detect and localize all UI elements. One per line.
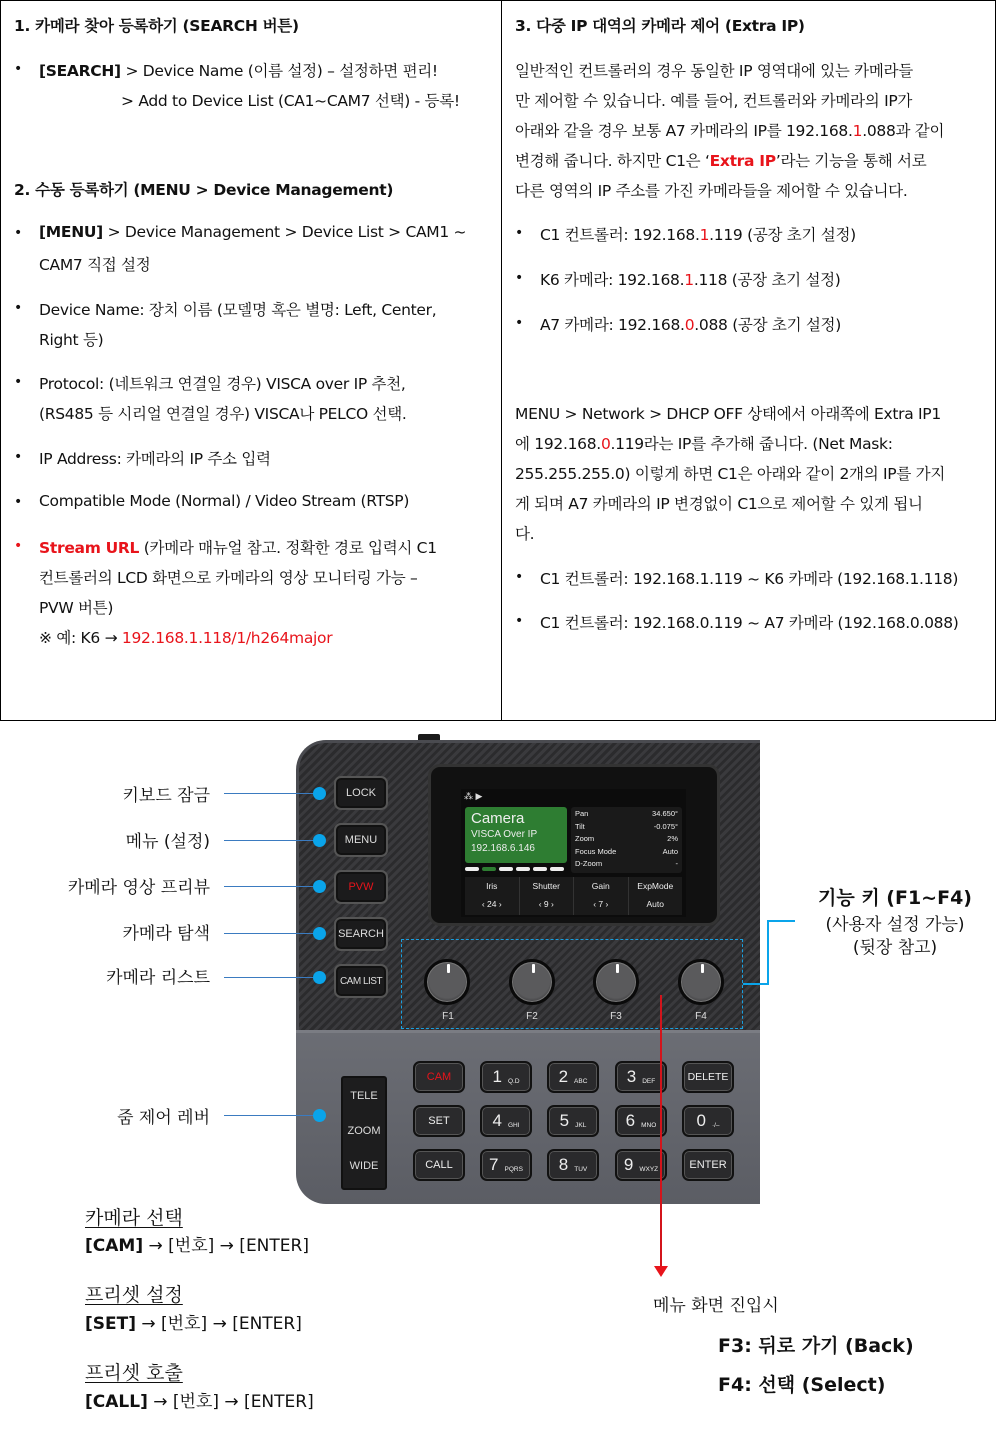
exp-mode [629, 877, 683, 915]
page-dot [516, 867, 530, 871]
leader-line [224, 1115, 318, 1116]
highlight: 1 [699, 226, 710, 244]
key-digit: 5 [559, 1111, 570, 1130]
delete-key[interactable]: DELETE [682, 1061, 734, 1093]
key-7[interactable] [480, 1149, 532, 1181]
zoom-lever[interactable] [341, 1076, 387, 1190]
exp-value: ‹ 24 › [481, 899, 502, 909]
ptz-key: Tilt [575, 821, 585, 831]
instr-key: [CAM] [85, 1236, 144, 1256]
key-letters: TUV [574, 1165, 588, 1173]
ptz-row [575, 833, 678, 846]
menu-key-label: [MENU] [39, 223, 103, 241]
search-step-line2: > Add to Device List (CA1~CAM7 선택) - 등록! [121, 92, 460, 110]
ptz-row [575, 821, 678, 834]
section-1-title: 1. 카메라 찾아 등록하기 (SEARCH 버튼) [14, 17, 299, 35]
key-digit: 7 [489, 1155, 499, 1174]
instr-text: → [번호] → [ENTER] [136, 1314, 302, 1334]
lever-zoom: ZOOM [347, 1125, 381, 1137]
highlight: 0 [600, 435, 611, 453]
instr-text: → [번호] → [ENTER] [147, 1392, 314, 1412]
section-3-title: 3. 다중 IP 대역의 카메라 제어 (Extra IP) [515, 17, 805, 35]
menu-button[interactable]: MENU [334, 823, 388, 857]
bullet: • [14, 449, 23, 465]
ptz-status-panel [571, 807, 682, 873]
cam-key[interactable]: CAM [413, 1061, 465, 1093]
para2-line3: 255.255.255.0) 이렇게 하면 C1은 아래와 같이 2개의 IP를 가지 [515, 465, 945, 483]
ptz-value: Auto [662, 846, 678, 856]
lcd-bezel [428, 764, 720, 926]
key-2[interactable] [547, 1061, 599, 1093]
text: 아래와 같을 경우 보통 A7 카메라의 IP를 192.168. [515, 122, 853, 140]
bullet: • [14, 61, 23, 77]
key-4[interactable] [480, 1105, 532, 1137]
leader-line [224, 977, 318, 978]
key-letters: JKL [575, 1121, 587, 1129]
callout-pin [313, 880, 326, 893]
text: .119 (공장 초기 설정) [709, 226, 856, 244]
exp-value: ‹ 9 › [538, 899, 554, 909]
fkeys-callout-sub2: (뒷장 참고) [852, 938, 938, 958]
key-digit: 1 [492, 1067, 502, 1086]
pvw-button[interactable]: PVW [334, 870, 388, 904]
para2-line5: 다. [515, 525, 535, 543]
callout-zoom-lever: 줌 제어 레버 [117, 1108, 210, 1128]
key-letters: PQRS [504, 1165, 523, 1173]
ptz-key: D-Zoom [575, 859, 603, 868]
exp-label: ExpMode [637, 881, 674, 891]
ptz-value: 2% [667, 834, 678, 843]
page-dot [499, 867, 513, 871]
device-name-line2: Right 등) [39, 331, 104, 349]
key-letters: GHI [507, 1121, 520, 1129]
ptz-key: Zoom [575, 834, 595, 843]
camera-card [465, 807, 567, 863]
callout-pin [313, 927, 326, 940]
fkeys-callout-title: 기능 키 (F1~F4) [818, 887, 972, 909]
menu-note-title: 메뉴 화면 진입시 [653, 1296, 779, 1316]
text: .088과 같이 [862, 122, 945, 140]
stream-url-line1 [39, 536, 437, 558]
camera-ip: 192.168.6.146 [471, 843, 535, 854]
enter-key[interactable]: ENTER [682, 1149, 734, 1181]
stream-url-label: Stream URL [39, 539, 140, 557]
text: A7 카메라: 192.168. [540, 316, 685, 334]
exp-gain [574, 877, 629, 915]
stream-url-line2: 컨트롤러의 LCD 화면으로 카메라의 영상 모니터링 가능 – [39, 569, 418, 587]
menu-note-f3: F3: 뒤로 가기 (Back) [718, 1335, 914, 1357]
stream-url-example [39, 626, 332, 648]
compatible-mode-line: Compatible Mode (Normal) / Video Stream (RTSP) [39, 492, 410, 510]
arrow-down-icon [654, 1266, 668, 1277]
network-icon: ⁂ ▶ [464, 791, 483, 801]
para2-line2 [515, 432, 893, 454]
key-digit: 4 [492, 1111, 502, 1130]
camera-protocol: VISCA Over IP [471, 829, 538, 840]
callout-pin [313, 1109, 326, 1122]
ptz-row [575, 808, 678, 821]
f1-knob[interactable] [424, 959, 470, 1005]
key-digit: 0 [696, 1111, 706, 1130]
key-digit: 6 [625, 1111, 636, 1130]
section-2-title: 2. 수동 등록하기 (MENU > Device Management) [14, 181, 394, 199]
menu-note-f4: F4: 선택 (Select) [718, 1374, 886, 1396]
callout-search: 카메라 탐색 [122, 924, 210, 944]
exp-label: Iris [486, 881, 498, 891]
para1-line2: 만 제어할 수 있습니다. 예를 들어, 컨트롤러와 카메라의 IP가 [515, 92, 913, 110]
exp-value: ‹ 7 › [593, 899, 609, 909]
bullet: • [515, 225, 524, 241]
f1-label: F1 [442, 1011, 454, 1022]
call-key[interactable]: CALL [413, 1149, 465, 1181]
instr-call-title: 프리셋 호출 [85, 1362, 183, 1384]
highlight: 1 [684, 271, 694, 289]
text: ’라는 기능을 통해 서로 [775, 152, 927, 170]
instr-set-title: 프리셋 설정 [85, 1284, 183, 1306]
ip-map-1: C1 컨트롤러: 192.168.1.119 ~ K6 카메라 (192.168.1.118) [540, 570, 959, 588]
text: K6 카메라: 192.168. [540, 271, 685, 289]
ptz-value: - [675, 859, 678, 868]
left-column [1, 1, 502, 720]
fkey-bracket-h [743, 983, 769, 985]
key-8[interactable] [547, 1149, 599, 1181]
ip-a7 [540, 313, 841, 335]
highlight: 1 [852, 122, 863, 140]
camlist-button[interactable]: CAM LIST [334, 964, 388, 998]
bullet: • [14, 225, 23, 241]
ptz-key: Focus Mode [575, 846, 617, 856]
highlight: 0 [684, 316, 695, 334]
ptz-row [575, 858, 678, 871]
instr-call-steps [85, 1387, 314, 1412]
f3-label: F3 [610, 1011, 622, 1022]
menu-arrow-line [660, 995, 662, 1267]
right-column [502, 1, 995, 720]
exposure-panel [465, 877, 682, 915]
leader-line [224, 793, 318, 794]
key-letters: ABC [574, 1077, 588, 1085]
exp-shutter [520, 877, 575, 915]
bullet: • [14, 374, 23, 390]
callout-pin [313, 971, 326, 984]
f2-knob[interactable] [509, 959, 555, 1005]
para1-line3 [515, 119, 944, 141]
bullet: • [14, 494, 23, 510]
key-digit: 3 [626, 1067, 637, 1086]
f3-knob[interactable] [593, 959, 639, 1005]
leader-line [224, 886, 318, 887]
ptz-row [575, 846, 678, 859]
page-dot [465, 867, 479, 871]
instr-cam-title: 카메라 선택 [85, 1207, 183, 1229]
exp-label: Shutter [532, 881, 560, 891]
bullet: • [515, 569, 524, 585]
lock-button[interactable]: LOCK [334, 776, 388, 810]
ptz-value: -0.075° [653, 821, 678, 831]
para1-line5: 다른 영역의 IP 주소를 가진 카메라들을 제어할 수 있습니다. [515, 182, 908, 200]
ip-address-line: IP Address: 카메라의 IP 주소 입력 [39, 450, 271, 468]
exp-iris [465, 877, 520, 915]
callout-pin [313, 834, 326, 847]
instr-key: [SET] [85, 1314, 136, 1334]
callout-pin [313, 787, 326, 800]
set-key[interactable]: SET [413, 1105, 465, 1137]
fkeys-callout-sub1: (사용자 설정 가능) [825, 915, 965, 935]
f2-label: F2 [526, 1011, 538, 1022]
leader-line [224, 840, 318, 841]
key-letters: WXYZ [639, 1165, 659, 1173]
instr-set-steps [85, 1309, 302, 1334]
camera-title: Camera [471, 810, 525, 827]
device-name-line1: Device Name: 장치 이름 (모델명 혹은 별명: Left, Center, [39, 301, 437, 319]
extra-ip-highlight: Extra IP [709, 152, 776, 170]
lever-tele: TELE [350, 1090, 378, 1102]
key-letters: MNO [641, 1121, 657, 1129]
key-digit: 9 [623, 1155, 634, 1174]
bullet: • [515, 613, 524, 629]
instr-text: → [번호] → [ENTER] [143, 1236, 309, 1256]
f4-knob[interactable] [678, 959, 724, 1005]
key-5[interactable] [547, 1105, 599, 1137]
exp-value: Auto [646, 899, 664, 909]
ip-k6 [540, 268, 841, 290]
callout-lock: 키보드 잠금 [122, 786, 210, 806]
callout-camlist: 카메라 리스트 [106, 968, 210, 988]
page-dot-active [482, 867, 496, 871]
fkey-bracket-top [767, 920, 795, 922]
bullet: • [14, 538, 23, 554]
exp-label: Gain [591, 881, 610, 891]
controller-device [296, 740, 760, 1204]
text: .088 (공장 초기 설정) [694, 316, 841, 334]
search-key-label: [SEARCH] [39, 62, 121, 80]
para2-line1: MENU > Network > DHCP OFF 상태에서 아래쪽에 Extra IP1 [515, 405, 941, 423]
f4-label: F4 [695, 1011, 707, 1022]
lever-wide: WIDE [349, 1160, 379, 1172]
protocol-line2: (RS485 등 시리얼 연결일 경우) VISCA나 PELCO 선택. [39, 405, 407, 423]
example-prefix: ※ 예: K6 → [39, 629, 122, 647]
lcd-screen [461, 789, 686, 917]
stream-url-text: (카메라 매뉴얼 참고. 정확한 경로 입력시 C1 [139, 539, 437, 557]
fkey-bracket-v [767, 920, 769, 985]
bullet: • [515, 315, 524, 331]
example-url: 192.168.1.118/1/h264major [121, 629, 333, 647]
text: .119라는 IP를 추가해 줍니다. (Net Mask: [610, 435, 893, 453]
ptz-value: 34.650° [652, 809, 678, 818]
menu-step-line1 [39, 223, 466, 241]
ip-map-2: C1 컨트롤러: 192.168.0.119 ~ A7 카메라 (192.168.0.088) [540, 614, 959, 632]
para1-line4 [515, 149, 926, 171]
ip-c1 [540, 223, 856, 245]
instr-cam-steps [85, 1231, 309, 1256]
camera-page-indicator [465, 867, 564, 871]
key-0[interactable] [682, 1105, 734, 1137]
menu-step-line2: CAM7 직접 설정 [39, 256, 151, 274]
page-dot [533, 867, 547, 871]
key-digit: 8 [558, 1155, 569, 1174]
text: 변경해 줍니다. 하지만 C1은 ‘ [515, 152, 710, 170]
key-letters: ·/– [711, 1121, 720, 1129]
stream-url-line3: PVW 버튼) [39, 599, 114, 617]
callout-menu: 메뉴 (설정) [125, 832, 210, 852]
page-dot [550, 867, 564, 871]
protocol-line1: Protocol: (네트워크 연결일 경우) VISCA over IP 추천, [39, 375, 406, 393]
text: 에 192.168. [515, 435, 601, 453]
search-button[interactable]: SEARCH [334, 917, 388, 951]
key-digit: 2 [558, 1067, 569, 1086]
search-step-text: > Device Name (이름 설정) – 설정하면 편리! [120, 62, 438, 80]
key-letters: DEF [642, 1077, 656, 1085]
leader-line [224, 933, 318, 934]
para1-line1: 일반적인 컨트롤러의 경우 동일한 IP 영역대에 있는 카메라들 [515, 62, 913, 80]
para2-line4: 게 되며 A7 카메라의 IP 변경없이 C1으로 제어할 수 있게 됩니 [515, 495, 923, 513]
menu-step-text: > Device Management > Device List > CAM1 ~ [102, 223, 467, 241]
bullet: • [14, 300, 23, 316]
bullet: • [515, 270, 524, 286]
callout-pvw: 카메라 영상 프리뷰 [67, 878, 210, 898]
text: .118 (공장 초기 설정) [693, 271, 841, 289]
key-1[interactable] [480, 1061, 532, 1093]
instr-key: [CALL] [85, 1392, 148, 1412]
ptz-key: Pan [575, 809, 589, 818]
text: C1 컨트롤러: 192.168. [540, 226, 700, 244]
search-step-line1 [39, 59, 438, 81]
key-letters: Q.D [507, 1077, 520, 1085]
